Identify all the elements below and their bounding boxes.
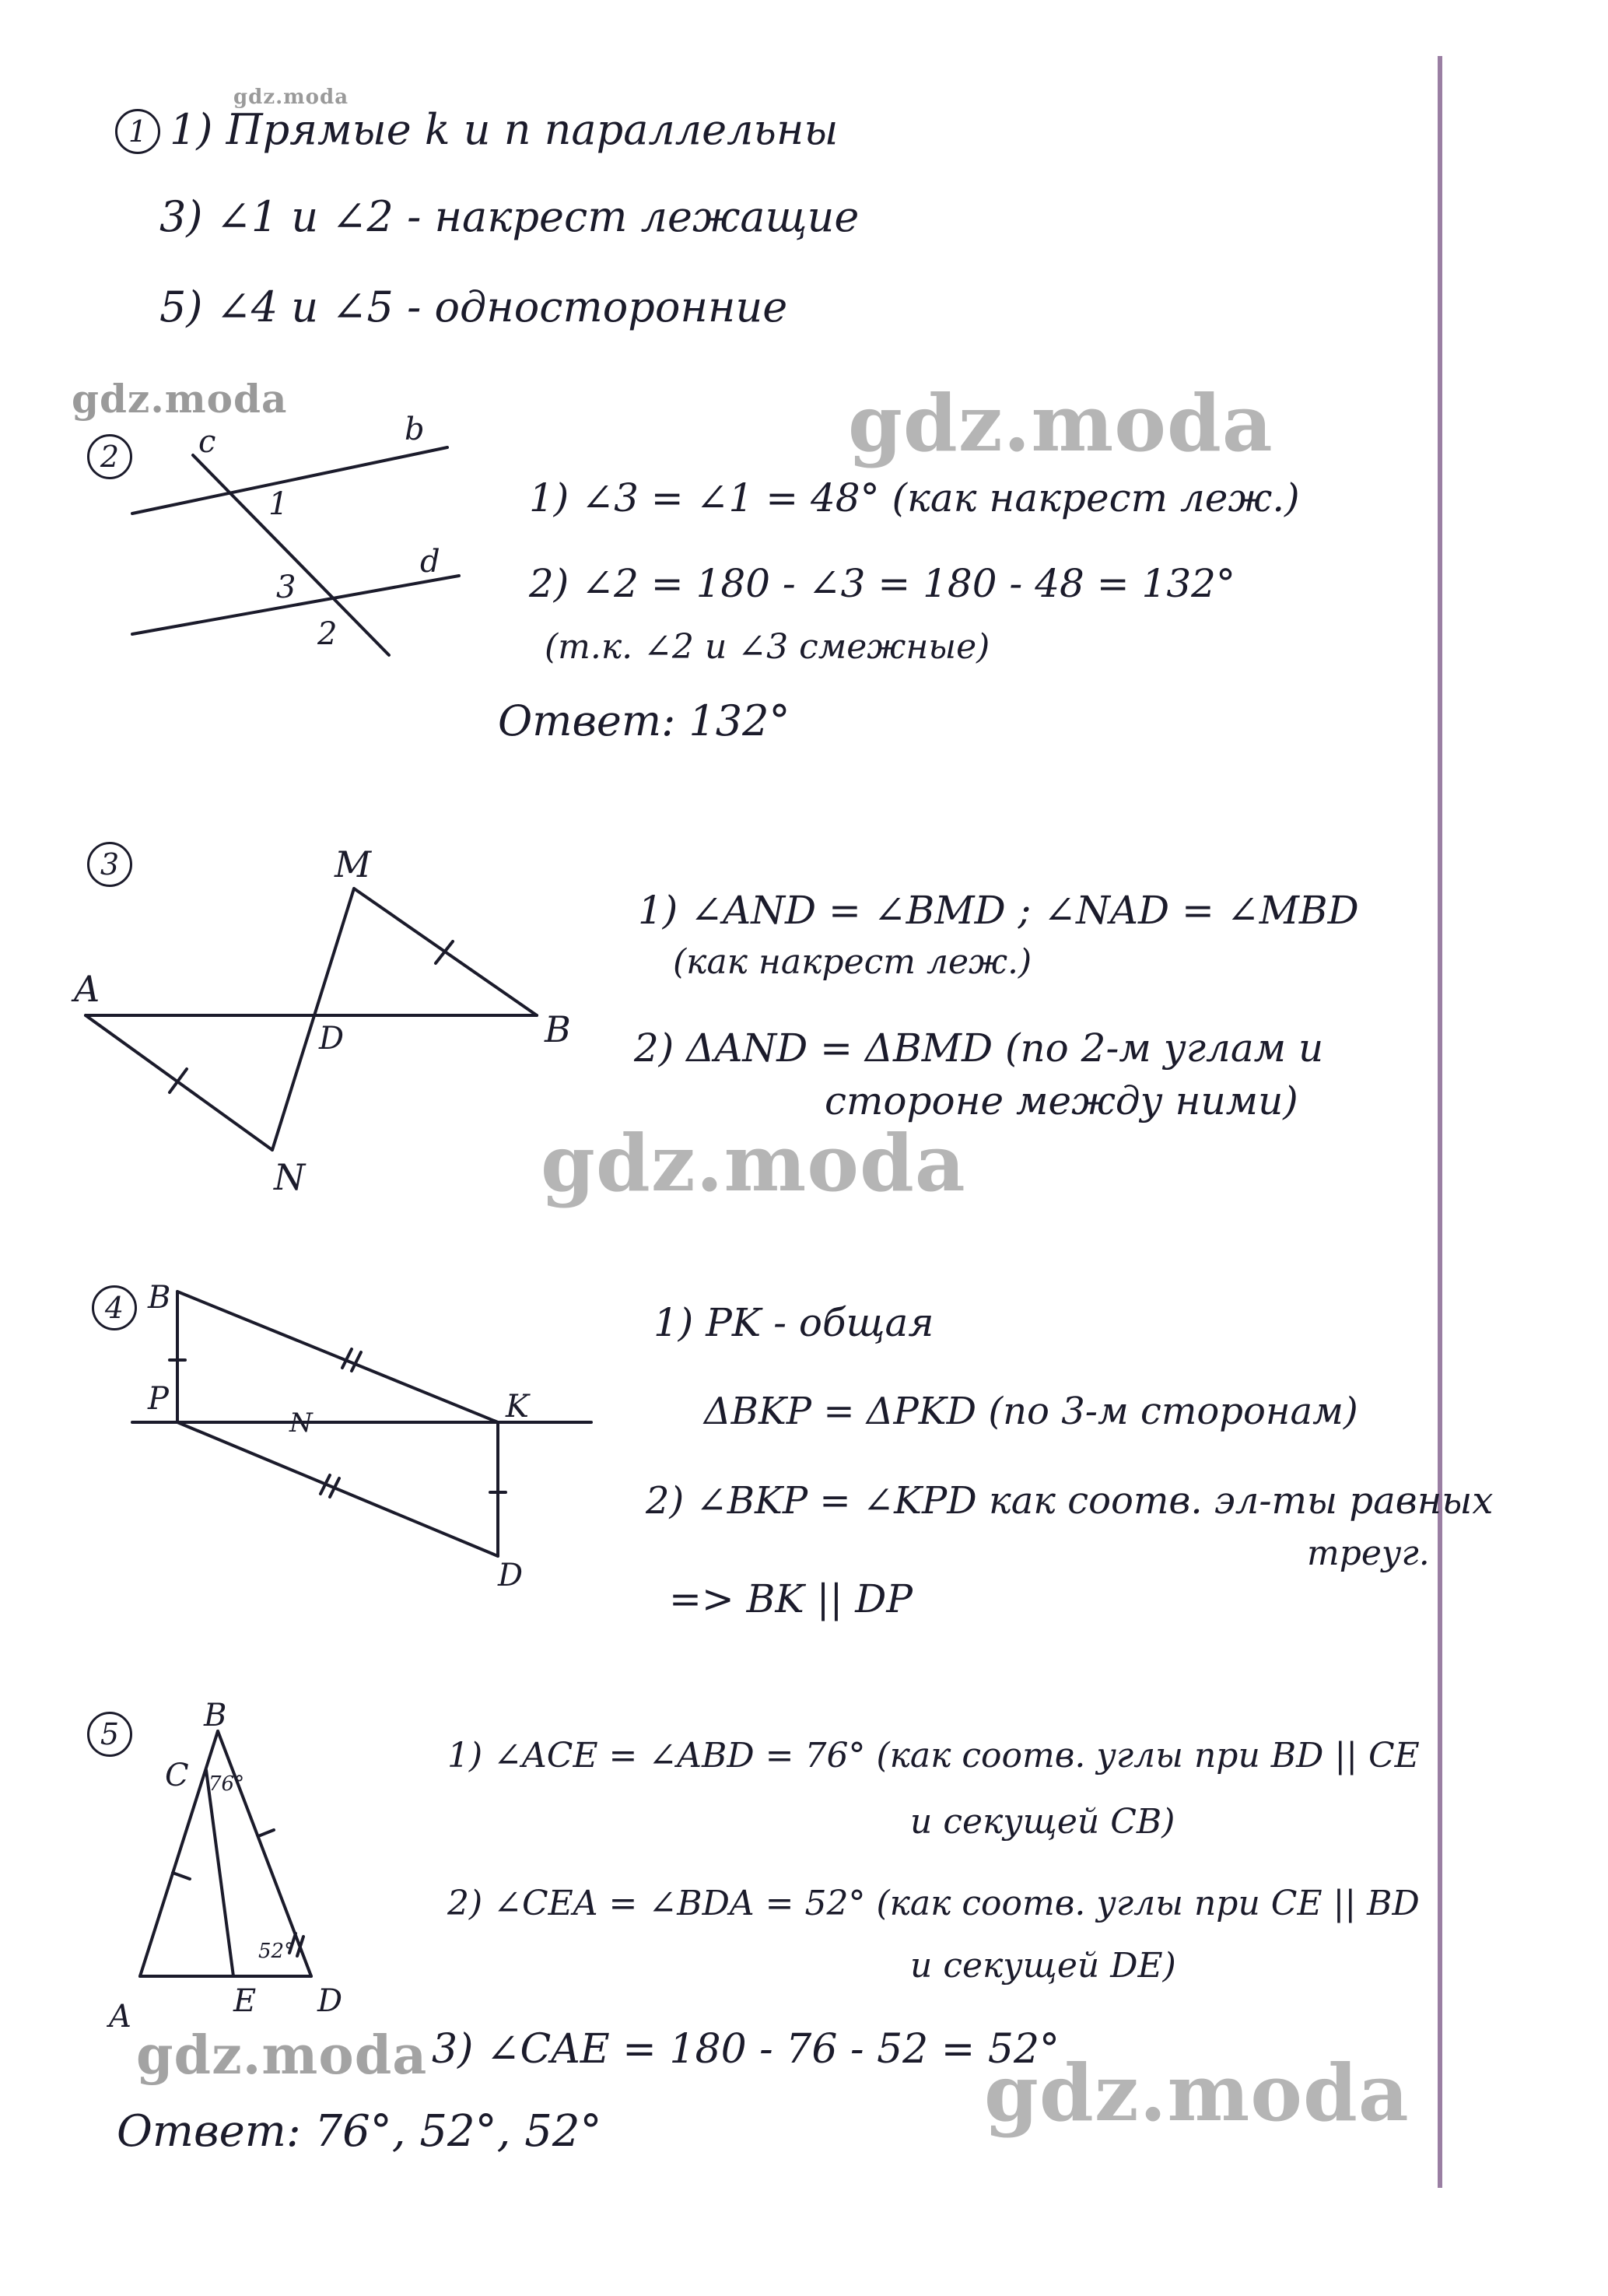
label-K: K: [506, 1389, 529, 1425]
task-1-line-2: 3) ∠1 и ∠2 - накрест лежащие: [159, 192, 860, 241]
watermark: gdz.moda: [984, 2047, 1410, 2139]
label-B: B: [204, 1698, 227, 1733]
label-d: d: [420, 544, 440, 580]
task-3-line-4: стороне между ними): [825, 1078, 1298, 1123]
tick-BD: [258, 1830, 274, 1836]
task-5-number: 5: [87, 1712, 132, 1757]
task-4-line-5: => BK || DP: [669, 1576, 913, 1621]
task-5-line-1: 1) ∠ACE = ∠ABD = 76° (как соотв. углы при BD || CE: [447, 1736, 1420, 1775]
label-B: B: [148, 1280, 171, 1316]
task-4-number: 4: [92, 1285, 137, 1330]
task-5-answer: Ответ: 76°, 52°, 52°: [117, 2106, 602, 2157]
segment-CE: [206, 1770, 233, 1976]
watermark: gdz.moda: [541, 1117, 966, 1209]
task-4-line-3: 2) ∠BKP = ∠KPD как соотв. эл-ты равных: [646, 1479, 1494, 1523]
label-D: D: [498, 1558, 524, 1593]
label-C: C: [165, 1758, 189, 1793]
label-angle-52: 52°: [258, 1940, 295, 1963]
task-3-line-2: (как накрест леж.): [673, 942, 1032, 982]
task-1-line-1: 1) Прямые k и n параллельны: [170, 105, 839, 154]
task-2-number: 2: [87, 434, 132, 479]
task-3-line-1: 1) ∠AND = ∠BMD ; ∠NAD = ∠MBD: [638, 888, 1359, 933]
watermark: gdz.moda: [136, 2024, 428, 2087]
task-2-line-1: 1) ∠3 = ∠1 = 48° (как накрест леж.): [529, 475, 1300, 521]
label-A: A: [74, 968, 100, 1010]
task-5-line-3: 2) ∠CEA = ∠BDA = 52° (как соотв. углы при CE || BD: [447, 1884, 1420, 1923]
watermark: gdz.moda: [848, 377, 1273, 469]
label-E: E: [233, 1983, 257, 2019]
label-D: D: [317, 1983, 343, 2019]
label-angle-2: 2: [317, 616, 338, 652]
label-angle-1: 1: [268, 486, 289, 522]
label-c: c: [198, 424, 216, 460]
tick-AC: [173, 1873, 190, 1879]
task-4-line-4: треуг.: [1307, 1534, 1430, 1573]
task-4-line-2: ΔBKP = ΔPKD (по 3-м сторонам): [704, 1390, 1358, 1433]
label-P: P: [148, 1381, 169, 1417]
label-angle-3: 3: [276, 570, 296, 605]
label-A: A: [109, 1999, 131, 2035]
label-B: B: [545, 1008, 571, 1050]
task-2-line-2: 2) ∠2 = 180 - ∠3 = 180 - 48 = 132°: [529, 561, 1235, 606]
label-M: M: [335, 843, 372, 885]
task-2-answer: Ответ: 132°: [498, 696, 790, 745]
task-5-line-4: и секущей DE): [910, 1946, 1176, 1986]
label-angle-76: 76°: [208, 1772, 245, 1796]
task-3-line-3: 2) ΔAND = ΔBMD (по 2-м углам и: [634, 1025, 1324, 1071]
label-b: b: [405, 412, 425, 447]
task-1-line-3: 5) ∠4 и ∠5 - односторонние: [159, 282, 788, 331]
task-5-line-5: 3) ∠CAE = 180 - 76 - 52 = 52°: [432, 2026, 1060, 2073]
label-N: N: [289, 1407, 313, 1439]
task-4-line-1: 1) PK - общая: [653, 1300, 934, 1345]
label-D: D: [319, 1021, 345, 1057]
task-5-line-2: и секущей CB): [910, 1802, 1175, 1842]
watermark: gdz.moda: [72, 376, 288, 422]
label-N: N: [274, 1156, 306, 1198]
watermark: gdz.moda: [233, 86, 349, 109]
task-1-number: 1: [115, 109, 160, 154]
task-2-line-3: (т.к. ∠2 и ∠3 смежные): [545, 627, 990, 667]
task-3-number: 3: [87, 842, 132, 887]
